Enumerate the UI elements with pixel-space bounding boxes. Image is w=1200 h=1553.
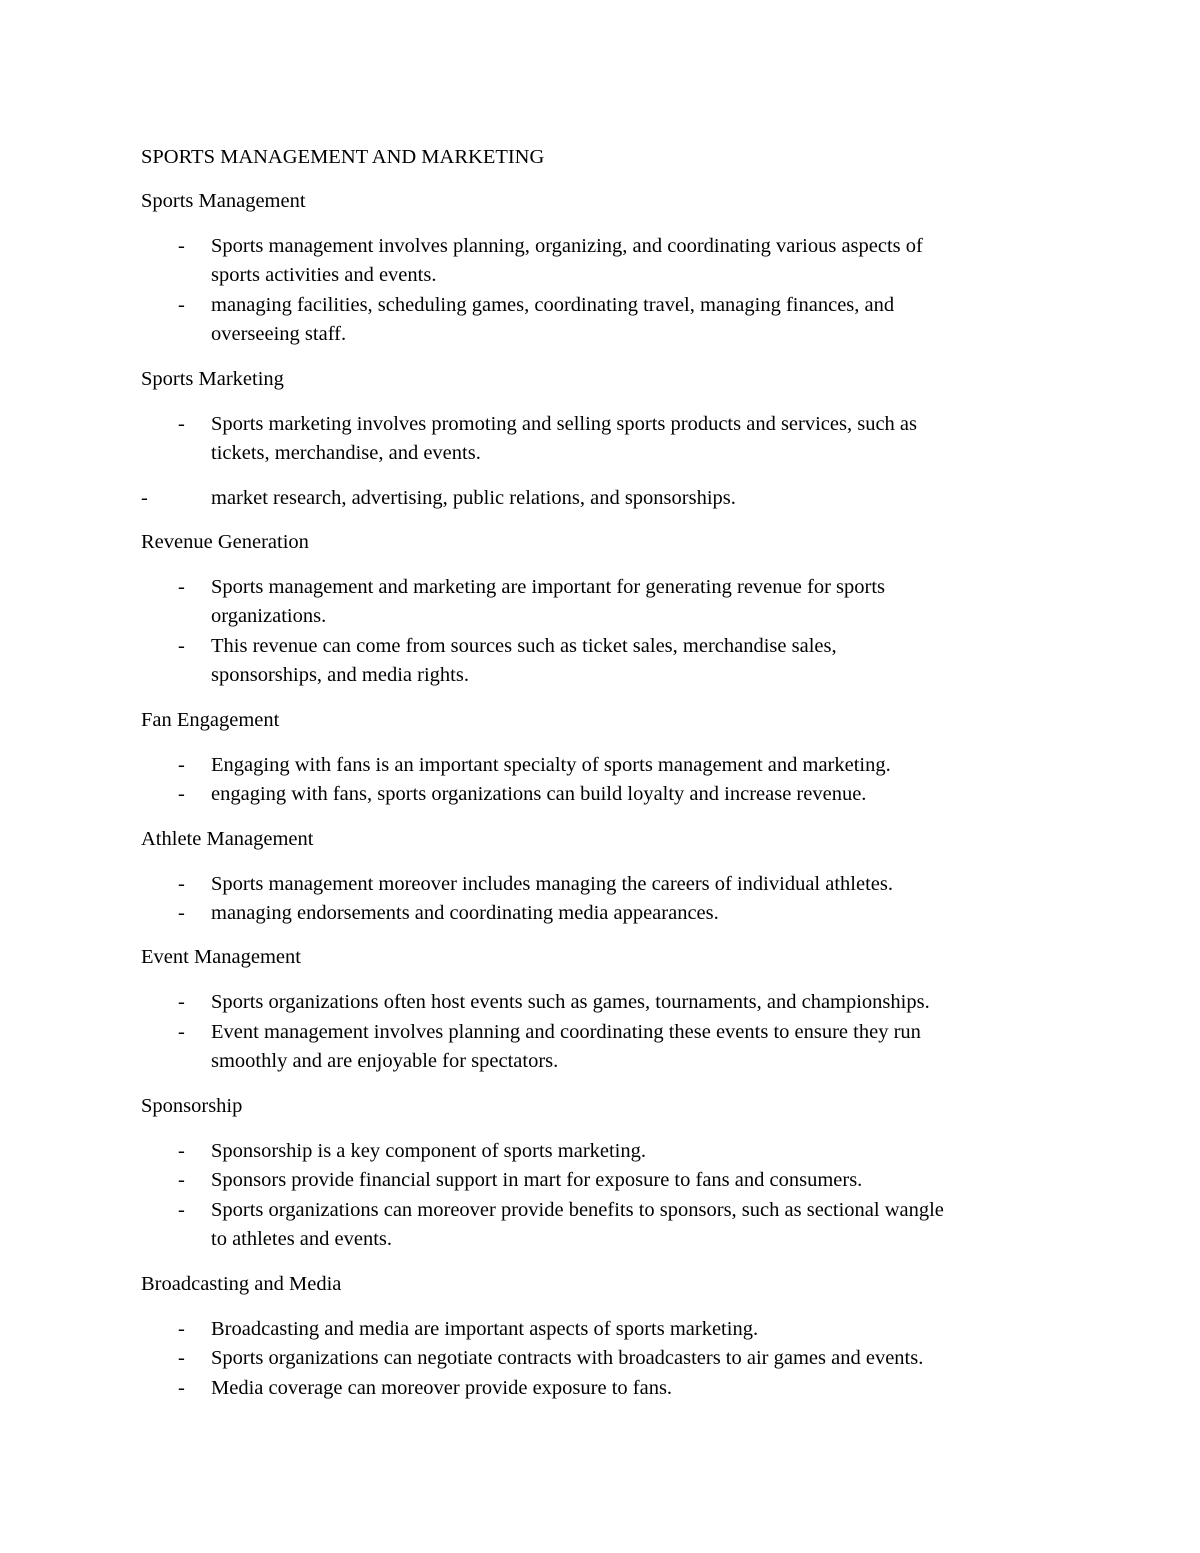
bullet-text: Sports marketing involves promoting and selling sports products and services, such as (211, 413, 918, 435)
bullet-text: sports activities and events. (211, 264, 437, 286)
section-heading: Fan Engagement (141, 709, 280, 731)
bullet-text: organizations. (211, 605, 327, 627)
bullet-text: overseeing staff. (211, 323, 347, 345)
bullet-dash: - (178, 783, 185, 805)
bullet-dash: - (178, 1347, 185, 1369)
bullet-dash: - (178, 413, 185, 435)
bullet-text: Broadcasting and media are important aspects of sports marketing. (211, 1318, 759, 1340)
bullet-text: sponsorships, and media rights. (211, 664, 469, 686)
bullet-text: managing facilities, scheduling games, coordinating travel, managing finances, and (211, 294, 895, 316)
bullet-text: Event management involves planning and coordinating these events to ensure they run (211, 1021, 921, 1043)
section-heading: Sports Marketing (141, 368, 284, 390)
bullet-text: This revenue can come from sources such as ticket sales, merchandise sales, (211, 635, 837, 657)
bullet-text: market research, advertising, public relations, and sponsorships. (211, 487, 736, 509)
bullet-dash: - (178, 902, 185, 924)
bullet-text: Sponsors provide financial support in mart for exposure to fans and consumers. (211, 1169, 863, 1191)
bullet-dash: - (178, 635, 185, 657)
bullet-dash: - (178, 1140, 185, 1162)
bullet-dash: - (178, 1377, 185, 1399)
bullet-text: Sports organizations can negotiate contracts with broadcasters to air games and events. (211, 1347, 924, 1369)
bullet-text: managing endorsements and coordinating media appearances. (211, 902, 719, 924)
bullet-dash: - (178, 576, 185, 598)
bullet-text: Engaging with fans is an important specialty of sports management and marketing. (211, 754, 891, 776)
bullet-text: smoothly and are enjoyable for spectators. (211, 1050, 559, 1072)
bullet-dash: - (178, 1318, 185, 1340)
bullet-text: Media coverage can moreover provide exposure to fans. (211, 1377, 673, 1399)
section-heading: Revenue Generation (141, 531, 309, 553)
bullet-dash: - (178, 1021, 185, 1043)
section-heading: Broadcasting and Media (141, 1273, 342, 1295)
bullet-text: Sports management involves planning, organizing, and coordinating various aspects of (211, 235, 923, 257)
bullet-dash: - (178, 235, 185, 257)
bullet-dash: - (178, 754, 185, 776)
bullet-dash: - (178, 991, 185, 1013)
bullet-text: tickets, merchandise, and events. (211, 442, 481, 464)
bullet-dash: - (178, 873, 185, 895)
bullet-dash: - (178, 294, 185, 316)
bullet-dash: - (178, 1169, 185, 1191)
bullet-text: to athletes and events. (211, 1228, 393, 1250)
section-heading: Sports Management (141, 190, 306, 212)
section-heading: Athlete Management (141, 828, 314, 850)
bullet-text: engaging with fans, sports organizations can build loyalty and increase revenue. (211, 783, 867, 805)
bullet-text: Sponsorship is a key component of sports marketing. (211, 1140, 647, 1162)
bullet-text: Sports organizations can moreover provide benefits to sponsors, such as sectional wangle (211, 1199, 944, 1221)
section-heading: Event Management (141, 946, 301, 968)
document-title: SPORTS MANAGEMENT AND MARKETING (141, 146, 545, 168)
bullet-dash: - (141, 487, 148, 509)
bullet-text: Sports management moreover includes managing the careers of individual athletes. (211, 873, 893, 895)
bullet-dash: - (178, 1199, 185, 1221)
bullet-text: Sports management and marketing are important for generating revenue for sports (211, 576, 885, 598)
section-heading: Sponsorship (141, 1095, 243, 1117)
bullet-text: Sports organizations often host events such as games, tournaments, and championships. (211, 991, 930, 1013)
